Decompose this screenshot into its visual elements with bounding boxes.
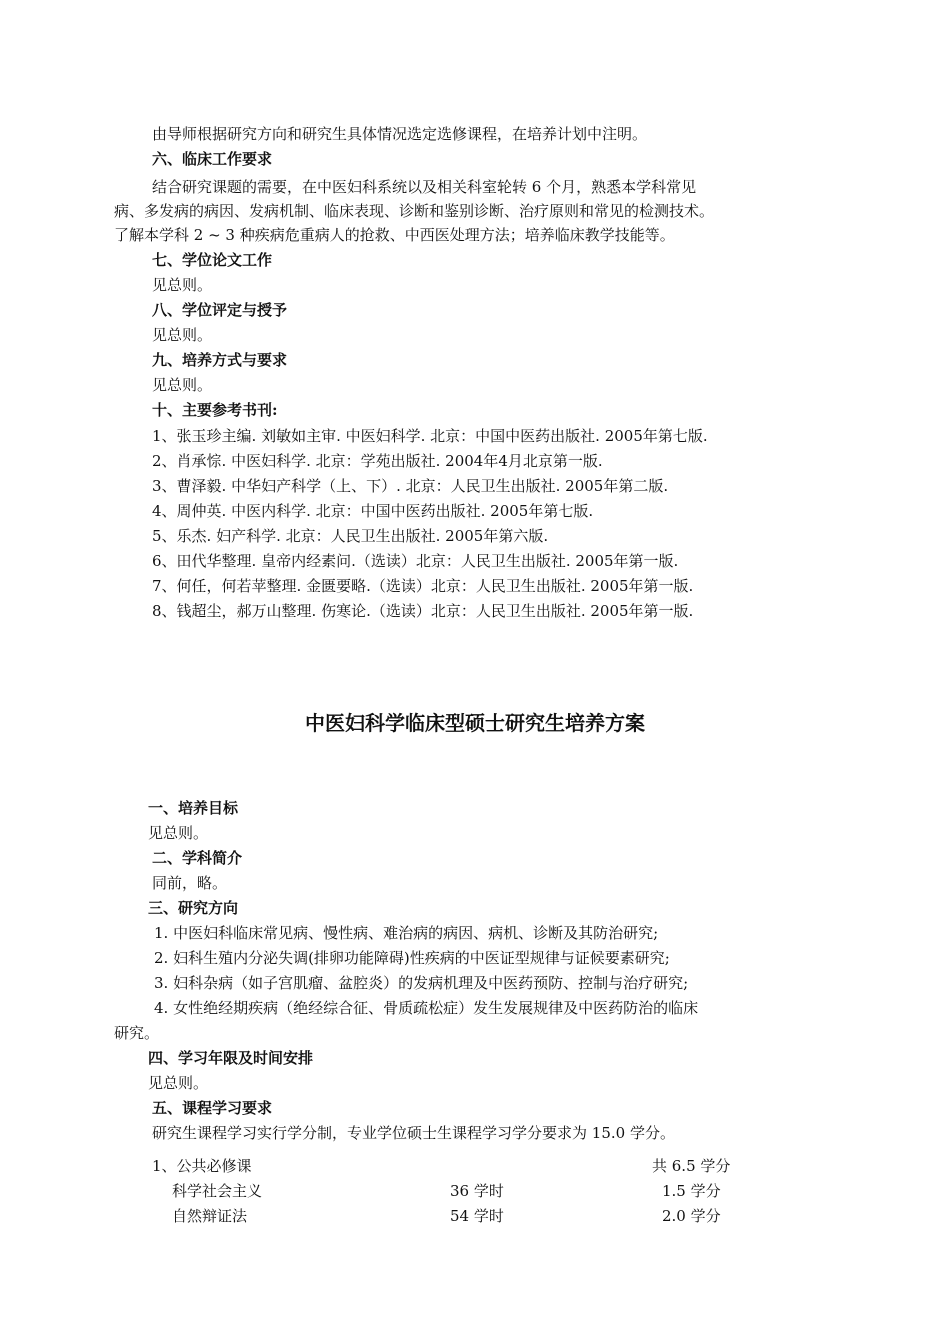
course-credits: 1.5 学分 [662,1182,721,1200]
section-1-text: 见总则。 [148,824,209,842]
research-direction-item: 4. 女性绝经期疾病（绝经综合征、骨质疏松症）发生发展规律及中医药防治的临床 [154,999,699,1017]
research-direction-item: 1. 中医妇科临床常见病、慢性病、难治病的病因、病机、诊断及其防治研究; [154,924,659,942]
section-5-heading: 五、课程学习要求 [152,1099,273,1117]
reference-item: 3、曹泽毅. 中华妇产科学（上、下）. 北京：人民卫生出版社. 2005年第二版. [152,477,669,495]
section-5-text: 研究生课程学习实行学分制，专业学位硕士生课程学习学分要求为 15.0 学分。 [152,1124,675,1142]
section-2-text: 同前，略。 [152,874,228,892]
section-4-heading: 四、学习年限及时间安排 [148,1049,314,1067]
section-7-text: 见总则。 [152,276,213,294]
research-direction-item: 3. 妇科杂病（如子宫肌瘤、盆腔炎）的发病机理及中医药预防、控制与治疗研究; [154,974,689,992]
course-name: 自然辩证法 [172,1207,248,1225]
reference-item: 4、周仲英. 中医内科学. 北京：中国中医药出版社. 2005年第七版. [152,502,594,520]
reference-item: 8、钱超尘，郝万山整理. 伤寒论.（选读）北京：人民卫生出版社. 2005年第一版. [152,602,694,620]
research-direction-item-continuation: 研究。 [114,1024,160,1042]
section-8-text: 见总则。 [152,326,213,344]
section-10-heading: 十、主要参考书刊: [152,401,278,419]
section-6-heading: 六、临床工作要求 [152,150,273,168]
section-9-heading: 九、培养方式与要求 [152,351,288,369]
reference-item: 2、肖承悰. 中医妇科学. 北京：学苑出版社. 2004年4月北京第一版. [152,452,603,470]
section-1-heading: 一、培养目标 [148,799,239,817]
course-hours: 36 学时 [450,1182,504,1200]
intro-paragraph: 由导师根据研究方向和研究生具体情况选定选修课程，在培养计划中注明。 [152,125,648,143]
section-4-text: 见总则。 [148,1074,209,1092]
section-6-paragraph-line-2: 病、多发病的病因、发病机制、临床表现、诊断和鉴别诊断、治疗原则和常见的检测技术。 [114,202,715,220]
reference-item: 7、何任，何若苹整理. 金匮要略.（选读）北京：人民卫生出版社. 2005年第一版. [152,577,694,595]
document-title: 中医妇科学临床型硕士研究生培养方案 [305,711,645,735]
course-group-label: 1、公共必修课 [152,1157,252,1175]
course-credits: 2.0 学分 [662,1207,721,1225]
section-3-heading: 三、研究方向 [148,899,239,917]
course-name: 科学社会主义 [172,1182,263,1200]
section-6-paragraph-line-3: 了解本学科 2 ~ 3 种疾病危重病人的抢救、中西医处理方法；培养临床教学技能等。 [114,226,675,244]
research-direction-item: 2. 妇科生殖内分泌失调(排卵功能障碍)性疾病的中医证型规律与证候要素研究; [154,949,670,967]
section-6-paragraph-line-1: 结合研究课题的需要，在中医妇科系统以及相关科室轮转 6 个月，熟悉本学科常见 [152,178,697,196]
section-7-heading: 七、学位论文工作 [152,251,273,269]
course-hours: 54 学时 [450,1207,504,1225]
section-8-heading: 八、学位评定与授予 [152,301,288,319]
section-9-text: 见总则。 [152,376,213,394]
reference-item: 5、乐杰. 妇产科学. 北京：人民卫生出版社. 2005年第六版. [152,527,549,545]
reference-item: 1、张玉珍主编. 刘敏如主审. 中医妇科学. 北京：中国中医药出版社. 2005年第七版. [152,427,708,445]
reference-item: 6、田代华整理. 皇帝内经素问.（选读）北京：人民卫生出版社. 2005年第一版. [152,552,679,570]
course-group-total: 共 6.5 学分 [652,1157,731,1175]
section-2-heading: 二、学科简介 [152,849,243,867]
